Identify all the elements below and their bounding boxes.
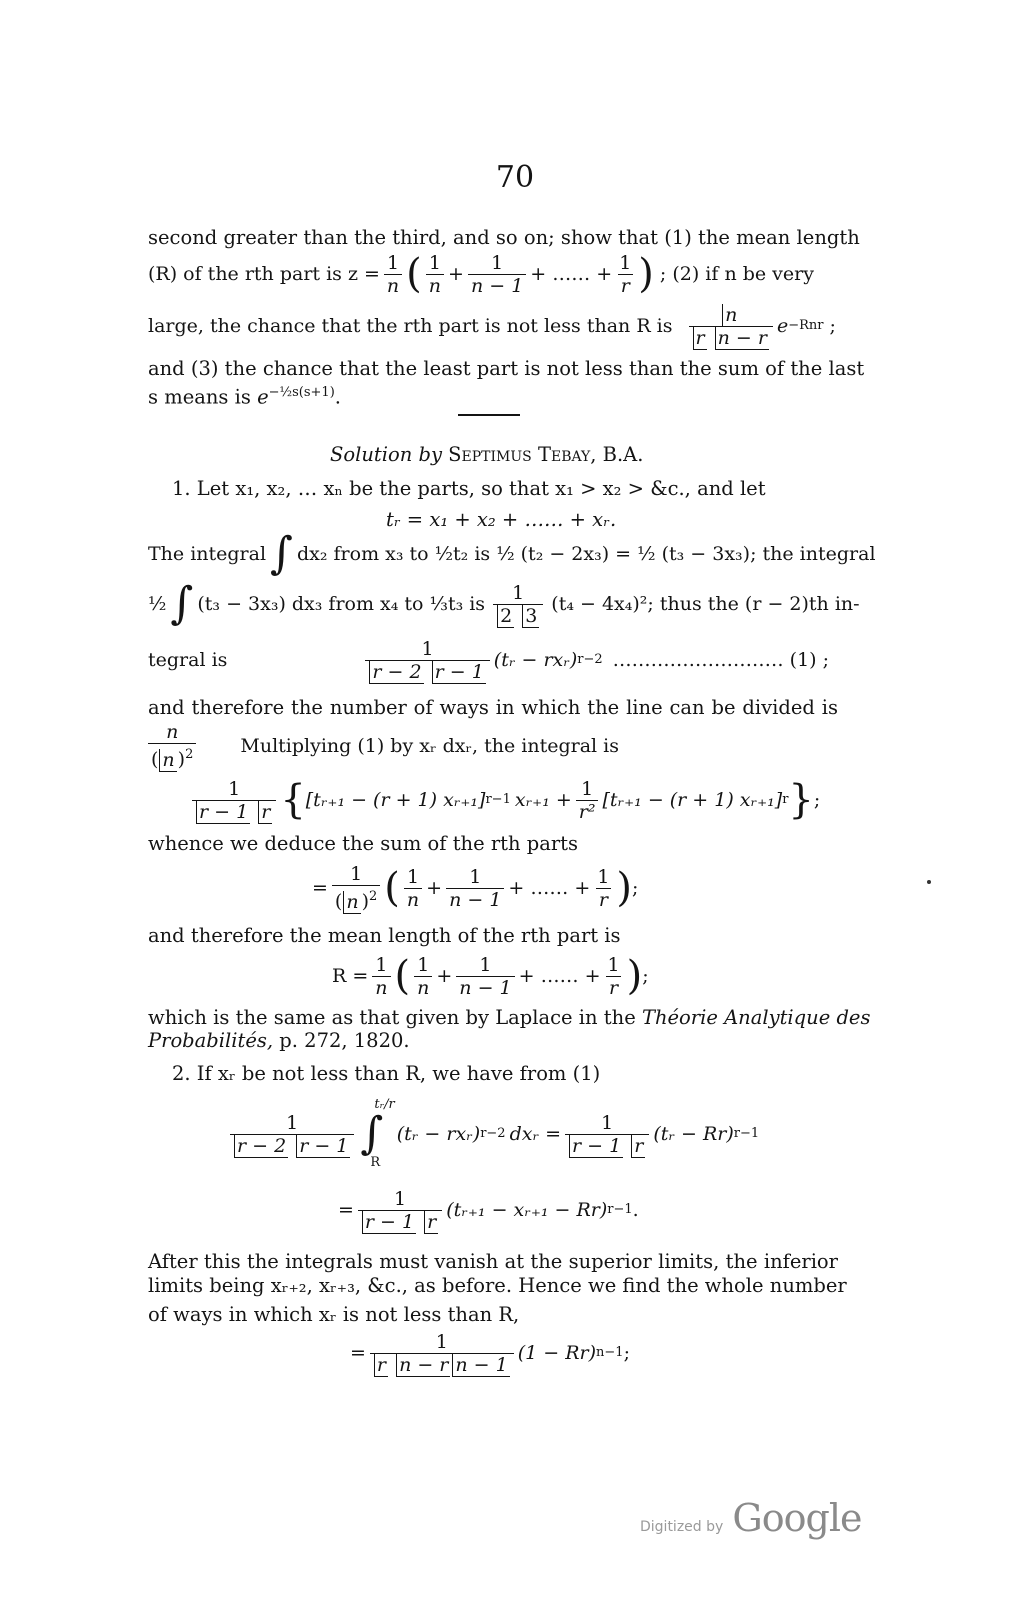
fraction: $\frac{1}{r}$ xyxy=(597,865,610,911)
fraction: $\frac{1}{r - 1 r}$ xyxy=(565,1112,649,1157)
paren: ( xyxy=(406,251,422,297)
google-logo: Google xyxy=(732,1496,862,1540)
problem-line-3-text: large, the chance that the rth part is not less than R is xyxy=(148,315,673,337)
exponent: −Rnr xyxy=(788,318,824,333)
problem-line-2-text: (R) of the rth part is z = xyxy=(148,263,380,285)
solution-eq-final: = $\frac{1}{\text{r n − r n − 1}}$ (1 − Rr) n−1 ; xyxy=(350,1330,630,1376)
fraction: $\frac{1}{n}$ xyxy=(426,252,444,297)
problem-line-2 xyxy=(148,250,814,298)
solution-p6: $\frac{n}{( n )^2}$ Multiplying (1) by xᵣ dxᵣ, the integral is xyxy=(144,720,619,772)
fraction: $\frac{1}{r - 2 r - 1}$ xyxy=(230,1112,354,1157)
fraction: $\frac{1}{n}$ xyxy=(372,954,390,999)
solution-p14: of ways in which xᵣ is not less than R, xyxy=(148,1303,520,1326)
integral-sign: ∫ xyxy=(270,528,293,579)
digitized-watermark: Digitized by Google xyxy=(640,1496,862,1540)
fraction: $\frac{1}{r - 1 r}$ xyxy=(192,778,276,823)
factorial: r xyxy=(693,327,707,350)
problem-line-3 xyxy=(148,300,836,352)
solution-p1: 1. Let x₁, x₂, … xₙ be the parts, so that x₁ > x₂ > &c., and let xyxy=(172,477,766,500)
fraction: $\frac{1}{\text{r n − r n − 1}}$ xyxy=(370,1331,514,1376)
operator: + xyxy=(448,263,464,285)
fraction: $\frac{1}{n - 1}$ xyxy=(446,866,504,911)
solution-eq-mean: R = $\frac{1}{n}$ ( $\frac{1}{n}$ + $\frac{1}{n - 1}$ + …… + $\frac{1}{r}$ ) ; xyxy=(332,953,649,999)
solution-heading: Solution by Septimus Tebay, B.A. xyxy=(330,443,644,466)
problem-line-1: second greater than the third, and so on; show that (1) the mean length xyxy=(148,226,860,249)
factorial: n xyxy=(722,304,739,327)
problem-line-2-end: ; (2) if n be very xyxy=(659,263,814,285)
fraction: $\frac{1}{n - 1}$ xyxy=(456,954,514,999)
fraction xyxy=(689,304,773,349)
solution-p12: After this the integrals must vanish at the superior limits, the inferior xyxy=(148,1250,838,1273)
solution-integral-eq: $\frac{1}{r - 2 r - 1}$ tᵣ/r ∫ R (tᵣ − rxᵣ) r−2 dxᵣ = $\frac{1}{r - 1 r}$ (tᵣ − Rr) r−1 xyxy=(226,1094,759,1174)
separator-rule xyxy=(458,414,520,416)
fraction: $\frac{1}{n}$ xyxy=(404,866,422,911)
operator: + …… + xyxy=(530,263,613,285)
solution-p13: limits being xᵣ₊₂, xᵣ₊₃, &c., as before. Hence we find the whole number xyxy=(148,1274,847,1297)
fraction: $\frac{1}{\text{r²}}$ xyxy=(576,778,599,823)
solution-p1-eq: tᵣ = x₁ + x₂ + …… + xᵣ. xyxy=(386,508,617,531)
stray-mark xyxy=(927,880,931,884)
fraction: $\frac{1}{2 3}$ xyxy=(493,582,543,627)
exp-e: e xyxy=(776,315,789,337)
fraction: $\frac{1}{r}$ xyxy=(619,251,632,297)
solution-p5: and therefore the number of ways in which the line can be divided is xyxy=(148,696,838,719)
page-number: 70 xyxy=(495,160,535,195)
solution-eq-sum: = $\frac{1}{( n )^2}$ ( $\frac{1}{n}$ + $\frac{1}{n - 1}$ + …… + $\frac{1}{r}$ ) ; xyxy=(312,863,639,913)
fraction: $\frac{1}{n - 1}$ xyxy=(468,252,526,297)
solution-p8: and therefore the mean length of the rth part is xyxy=(148,924,621,947)
solution-p11: 2. If xᵣ be not less than R, we have from (1) xyxy=(172,1062,601,1085)
problem-line-4: and (3) the chance that the least part is not less than the sum of the last xyxy=(148,357,865,380)
problem-line-5: s means is $e^{-\frac{1}{2}s(s+1)}$. xyxy=(148,385,341,409)
fraction: $\frac{n}{( n )^2}$ xyxy=(148,721,196,770)
integral-sign: ∫ xyxy=(360,1108,384,1159)
integral-sign: ∫ xyxy=(170,578,194,629)
integral-with-limits: tᵣ/r ∫ R xyxy=(360,1097,395,1170)
punct: ; xyxy=(829,315,836,337)
fraction: $\frac{1}{n}$ xyxy=(414,954,432,999)
paren: ) xyxy=(638,251,654,297)
solution-eq-big: $\frac{1}{r - 1 r}$ { [tᵣ₊₁ − (r + 1) xᵣ₊₁] r−1 xᵣ₊₁ + $\frac{1}{\text{r²}}$ [tᵣ₊₁ − (r + 1) xᵣ₊₁] r } ; xyxy=(188,772,820,828)
fraction: $\frac{1}{n}$ xyxy=(384,252,402,297)
solution-p4: tegral is $\frac{1}{r - 2 r - 1}$ (tᵣ − rxᵣ) r−2 ……………………… (1) ; xyxy=(148,637,830,683)
solution-p3: ½ ∫ (t₃ − 3x₃) dx₃ from x₄ to ⅓t₃ is $\frac{1}{2 3}$ (t₄ − 4x₄)²; thus the (r − 2)th in- xyxy=(148,578,860,629)
fraction: $\frac{1}{r - 1 r}$ xyxy=(358,1188,442,1233)
fraction: $\frac{1}{r - 2 r - 1}$ xyxy=(365,638,489,683)
solution-p7: whence we deduce the sum of the rth parts xyxy=(148,832,579,855)
factorial: n − r xyxy=(715,327,769,350)
fraction: $\frac{1}{r}$ xyxy=(607,953,620,999)
solution-p9: which is the same as that given by Laplace in the Théorie Analytique des xyxy=(148,1006,871,1029)
solution-p2: The integral ∫ dx₂ from x₃ to ½t₂ is ½ (t₂ − 2x₃) = ½ (t₃ − 3x₃); the integral xyxy=(148,528,876,579)
solution-p10: Probabilités, p. 272, 1820. xyxy=(148,1029,410,1052)
solution-eq-2: = $\frac{1}{r - 1 r}$ (tᵣ₊₁ − xᵣ₊₁ − Rr) r−1 . xyxy=(338,1187,639,1233)
fraction: $\frac{1}{( n )^2}$ xyxy=(332,863,380,912)
